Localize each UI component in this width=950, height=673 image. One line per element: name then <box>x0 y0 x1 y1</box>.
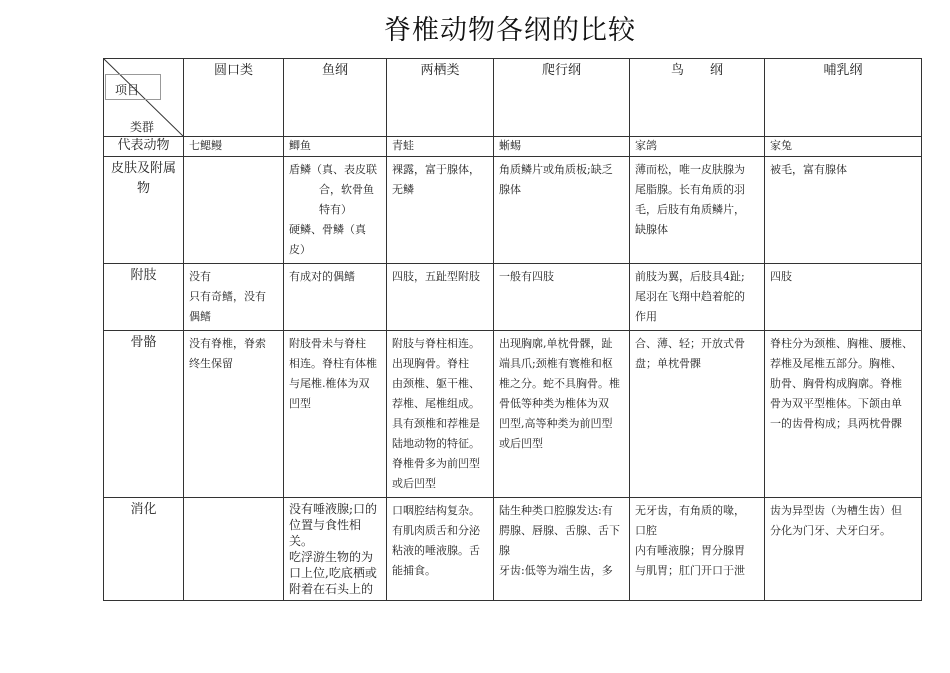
cell-limbs-cyclostomata <box>184 264 284 331</box>
text-line: 骨为双平型椎体。下颌由单 <box>770 397 902 410</box>
cell-representative-aves: 家鸽 <box>630 137 765 157</box>
text-line: 附肢与脊柱相连。 <box>392 337 480 350</box>
cell-digestion-amphibia <box>387 498 494 601</box>
column-header-cyclostomata: 圆口类 <box>184 59 284 137</box>
text-line: 四肢，五趾型附肢 <box>392 270 480 283</box>
text-line: 陆地动物的特征。 <box>392 437 480 450</box>
text-line: 相连。脊柱有体椎 <box>289 357 377 370</box>
text-line: 口腔 <box>635 524 657 537</box>
text-line: 作用 <box>635 310 657 323</box>
cell-limbs-aves <box>630 264 765 331</box>
text-line: 腭腺、唇腺、舌腺、舌下 <box>499 524 620 537</box>
text-line: 角质鳞片或角质板;缺乏 <box>499 163 613 176</box>
text-line: 口上位,吃底栖或 <box>289 566 377 580</box>
cell-skin-cyclostomata <box>184 157 284 264</box>
text-line: 尾羽在飞翔中趋着舵的 <box>635 290 745 303</box>
cell-skeleton-cyclostomata <box>184 331 284 498</box>
column-header-aves: 鸟 纲 <box>630 59 765 137</box>
cell-limbs-fish <box>284 264 387 331</box>
text-line: 有成对的偶鳍 <box>289 270 355 283</box>
table-corner-header <box>104 59 184 137</box>
text-line: 附肢骨未与脊柱 <box>289 337 366 350</box>
text-line: 被毛，富有腺体 <box>770 163 847 176</box>
text-line: 无鳞 <box>392 183 414 196</box>
comparison-table <box>103 58 922 601</box>
text-line: 由颈椎、躯干椎、 <box>392 377 480 390</box>
row-header-skeleton: 骨骼 <box>104 331 184 498</box>
text-line: 肋骨、胸骨构成胸廓。脊椎 <box>770 377 902 390</box>
column-header-mammalia: 哺乳纲 <box>765 59 922 137</box>
text-line: 没有唾液腺;口的 <box>289 502 378 516</box>
text-line: 或后凹型 <box>499 437 543 450</box>
text-line: 没有脊椎，脊索 <box>189 337 266 350</box>
text-line: 薄而松，唯一皮肤腺为 <box>635 163 745 176</box>
row-header-skin: 皮肤及附属物 <box>104 157 184 264</box>
page-title: 脊椎动物各纲的比较 <box>384 15 636 46</box>
text-line: 荐椎、尾椎组成。 <box>392 397 480 410</box>
column-header-reptilia: 爬行纲 <box>494 59 630 137</box>
cell-representative-mammalia: 家兔 <box>765 137 922 157</box>
cell-skeleton-reptilia <box>494 331 630 498</box>
text-line: 或后凹型 <box>392 477 436 490</box>
cell-digestion-fish <box>284 498 387 601</box>
text-line: 荐椎及尾椎五部分。胸椎、 <box>770 357 902 370</box>
cell-skin-reptilia <box>494 157 630 264</box>
text-line: 与尾椎.椎体为双 <box>289 377 370 390</box>
text-line: 凹型 <box>289 397 311 410</box>
text-line: 盘；单枕骨髁 <box>635 357 701 370</box>
cell-skeleton-mammalia <box>765 331 922 498</box>
text-line: 陆生种类口腔腺发达:有 <box>499 504 613 517</box>
cell-digestion-mammalia <box>765 498 922 601</box>
text-line: 裸露，富于腺体， <box>392 163 480 176</box>
text-line: 一的齿骨构成；具两枕骨髁 <box>770 417 902 430</box>
cell-skin-aves <box>630 157 765 264</box>
text-line: 尾脂腺。长有角质的羽 <box>635 183 745 196</box>
text-line: 一般有四肢 <box>499 270 554 283</box>
text-line: 特有） <box>319 203 352 216</box>
text-line: 有肌肉质舌和分泌 <box>392 524 480 537</box>
text-line: 没有 <box>189 270 211 283</box>
cell-skeleton-fish <box>284 331 387 498</box>
cell-skin-fish <box>284 157 387 264</box>
text-line: 只有奇鳍，没有 <box>189 290 266 303</box>
text-line: 吃浮游生物的为 <box>289 550 374 564</box>
row-header-limbs: 附肢 <box>104 264 184 331</box>
text-line: 粘液的唾液腺。舌 <box>392 544 480 557</box>
cell-digestion-aves <box>630 498 765 601</box>
text-line: 腺 <box>499 544 510 557</box>
cell-representative-amphibia: 青蛙 <box>387 137 494 157</box>
text-line: 分化为门牙、犬牙臼牙。 <box>770 524 891 537</box>
text-line: 附着在石头上的 <box>289 582 374 596</box>
text-line: 端具爪;颈椎有寰椎和枢 <box>499 357 613 370</box>
text-line: 骨低等种类为椎体为双 <box>499 397 609 410</box>
cell-limbs-mammalia <box>765 264 922 331</box>
text-line: 硬鳞、骨鳞（真皮） <box>289 223 366 256</box>
text-line: 出现胸骨。脊柱 <box>392 357 469 370</box>
cell-limbs-reptilia <box>494 264 630 331</box>
text-line: 脊柱分为颈椎、胸椎、腰椎、 <box>770 337 913 350</box>
text-line: 内有唾液腺；胃分腺胃 <box>635 544 745 557</box>
text-line: 牙齿:低等为端生齿，多 <box>499 564 613 577</box>
cell-skin-mammalia <box>765 157 922 264</box>
text-line: 口咽腔结构复杂。 <box>392 504 480 517</box>
text-line: 终生保留 <box>189 357 233 370</box>
cell-skeleton-aves <box>630 331 765 498</box>
column-header-amphibia: 两栖类 <box>387 59 494 137</box>
cell-representative-cyclostomata: 七鳃鳗 <box>184 137 284 157</box>
text-line: 椎之分。蛇不具胸骨。椎 <box>499 377 620 390</box>
text-line: 偶鳍 <box>189 310 211 323</box>
cell-limbs-amphibia <box>387 264 494 331</box>
text-line: 能捕食。 <box>392 564 436 577</box>
cell-representative-reptilia: 蜥蜴 <box>494 137 630 157</box>
text-line: 脊椎骨多为前凹型 <box>392 457 480 470</box>
text-line: 盾鳞（真、表皮联 <box>289 163 377 176</box>
row-header-digestion: 消化 <box>104 498 184 601</box>
text-line: 无牙齿，有角质的喙， <box>635 504 745 517</box>
text-line: 凹型,高等种类为前凹型 <box>499 417 613 430</box>
text-line: 毛，后肢有角质鳞片， <box>635 203 745 216</box>
text-line: 齿为异型齿（为槽生齿）但 <box>770 504 902 517</box>
text-line: 具有颈椎和荐椎是 <box>392 417 480 430</box>
cell-skeleton-amphibia <box>387 331 494 498</box>
corner-item-label: 项目 <box>115 83 140 97</box>
text-line: 出现胸廓,单枕骨髁，趾 <box>499 337 613 350</box>
cell-digestion-cyclostomata <box>184 498 284 601</box>
corner-group-label: 类群 <box>130 120 155 134</box>
text-line: 腺体 <box>499 183 521 196</box>
row-header-representative: 代表动物 <box>104 137 184 157</box>
text-line: 缺腺体 <box>635 223 668 236</box>
text-line: 位置与食性相关。 <box>289 518 362 548</box>
text-line: 合，软骨鱼 <box>319 183 374 196</box>
text-line: 与肌胃；肛门开口于泄 <box>635 564 745 577</box>
cell-skin-amphibia <box>387 157 494 264</box>
cell-representative-fish: 鲫鱼 <box>284 137 387 157</box>
text-line: 合、薄、轻；开放式骨 <box>635 337 745 350</box>
cell-digestion-reptilia <box>494 498 630 601</box>
text-line: 前肢为翼，后肢具4趾; <box>635 270 745 283</box>
column-header-fish: 鱼纲 <box>284 59 387 137</box>
text-line: 四肢 <box>770 270 792 283</box>
